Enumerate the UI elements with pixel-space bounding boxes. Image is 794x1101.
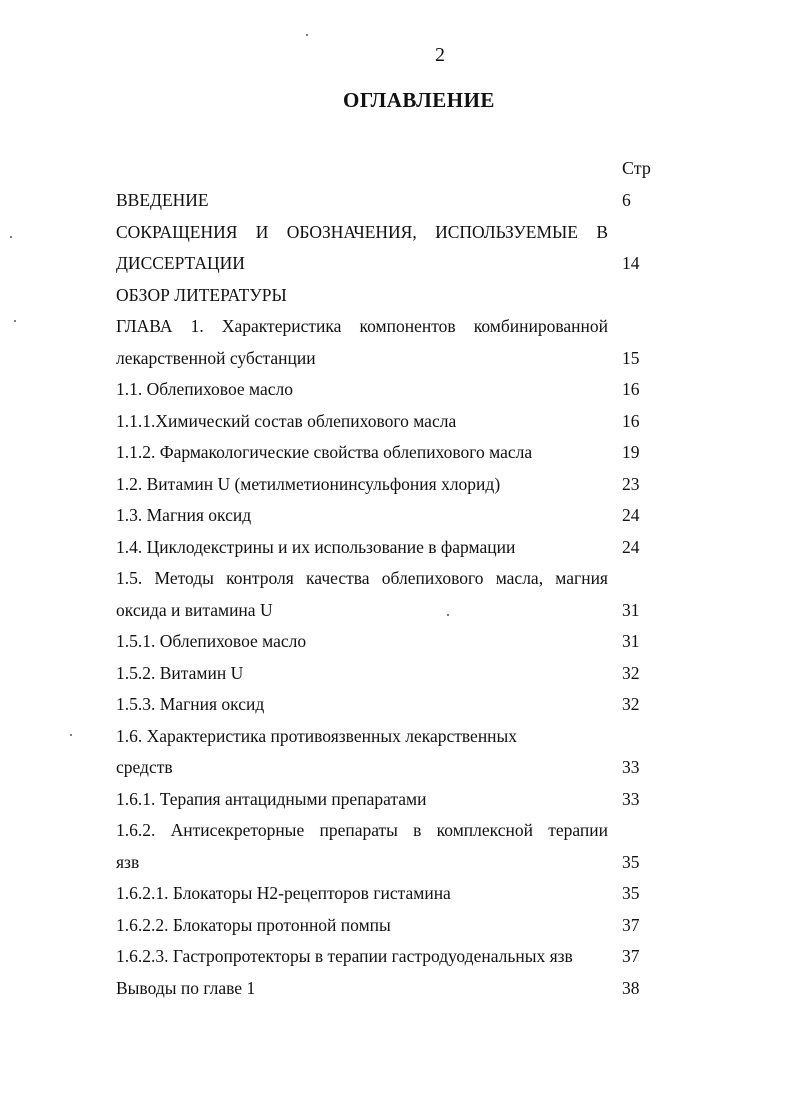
toc-entry xyxy=(116,721,656,753)
toc-entry xyxy=(116,847,656,879)
toc-entry xyxy=(116,563,656,595)
toc-entry xyxy=(116,469,656,501)
toc-entry-text: 1.2. Витамин U (метилметионинсульфония хлорид) xyxy=(116,473,501,494)
toc-entry-page: 15 xyxy=(622,347,640,368)
toc-entry-text: ВВЕДЕНИЕ xyxy=(116,190,209,210)
toc-entry-page: 24 xyxy=(622,505,640,525)
toc-entry xyxy=(116,311,656,343)
toc-entry-page: 19 xyxy=(622,442,640,462)
toc-entry-text: оксида и витамина U xyxy=(116,599,273,620)
scan-speck xyxy=(70,734,72,736)
toc-entry xyxy=(116,343,656,375)
toc-entry xyxy=(116,815,656,847)
toc-entry-page: 33 xyxy=(622,757,640,777)
toc-entry-page: 31 xyxy=(622,599,640,620)
toc-entry-text: ГЛАВА 1. Характеристика компонентов комбинированной xyxy=(116,316,608,336)
toc-entry-text: 1.3. Магния оксид xyxy=(116,505,252,525)
toc-entry xyxy=(116,752,656,784)
toc-entry xyxy=(116,248,656,280)
toc-entry xyxy=(116,941,656,973)
toc-entry xyxy=(116,973,656,1005)
toc-entry-text: 1.1.1.Химический состав облепихового масла xyxy=(116,410,457,431)
toc-entry-text: Выводы по главе 1 xyxy=(116,977,256,998)
toc-entry-page: 16 xyxy=(622,410,640,431)
toc-entry xyxy=(116,878,656,910)
scan-speck xyxy=(14,320,16,322)
scan-speck xyxy=(447,614,449,616)
toc-entry-text: 1.5.3. Магния оксид xyxy=(116,694,265,714)
toc-entry-page: 32 xyxy=(622,662,640,683)
toc-entry-text: язв xyxy=(116,851,140,872)
toc-entry-page: 35 xyxy=(622,883,640,903)
toc-entry xyxy=(116,626,656,658)
toc-entry-page: 23 xyxy=(622,473,640,494)
toc-entry-text: лекарственной субстанции xyxy=(116,347,316,368)
scan-speck xyxy=(10,236,12,238)
toc-entry-page: 31 xyxy=(622,631,640,651)
toc-entry-page: 32 xyxy=(622,694,640,714)
toc-entry xyxy=(116,689,656,721)
toc-entry-text: ДИССЕРТАЦИИ xyxy=(116,253,245,273)
toc-entry-page: 38 xyxy=(622,977,640,998)
toc-entry-page: 37 xyxy=(622,914,640,935)
toc-entry-page: 35 xyxy=(622,851,640,872)
toc-entry xyxy=(116,217,656,249)
toc-entry-text: 1.1. Облепиховое масло xyxy=(116,379,294,399)
toc-entry xyxy=(116,185,656,217)
toc-entry-text: 1.6. Характеристика противоязвенных лекарственных xyxy=(116,725,518,746)
toc-entry-text: ОБЗОР ЛИТЕРАТУРЫ xyxy=(116,284,287,305)
toc-entry-text: 1.1.2. Фармакологические свойства облепихового масла xyxy=(116,442,533,462)
toc-entry-page: 6 xyxy=(622,190,631,210)
toc-entry-text: 1.6.2.1. Блокаторы Н2-рецепторов гистамина xyxy=(116,883,451,903)
toc-entry-page: 24 xyxy=(622,536,640,557)
toc-entry xyxy=(116,280,656,312)
toc-entry-text: 1.5. Методы контроля качества облепихового масла, магния xyxy=(116,568,608,588)
page-title: ОГЛАВЛЕНИЕ xyxy=(343,88,495,112)
page-number: 2 xyxy=(435,44,445,66)
toc-entry-page: 14 xyxy=(622,253,640,273)
toc-entry xyxy=(116,595,656,627)
toc-entry xyxy=(116,532,656,564)
table-of-contents xyxy=(116,185,656,1004)
toc-entry xyxy=(116,500,656,532)
toc-entry-text: 1.6.2. Антисекреторные препараты в комплексной терапии xyxy=(116,820,608,840)
toc-entry-text: 1.4. Циклодекстрины и их использование в фармации xyxy=(116,536,516,557)
toc-entry xyxy=(116,784,656,816)
scan-speck xyxy=(306,34,308,36)
toc-entry-text: 1.6.2.2. Блокаторы протонной помпы xyxy=(116,914,391,935)
toc-entry xyxy=(116,910,656,942)
toc-entry-page: 16 xyxy=(622,379,640,399)
toc-entry xyxy=(116,437,656,469)
toc-entry-text: СОКРАЩЕНИЯ И ОБОЗНАЧЕНИЯ, ИСПОЛЬЗУЕМЫЕ В xyxy=(116,221,608,242)
toc-entry-text: 1.6.1. Терапия антацидными препаратами xyxy=(116,788,427,809)
toc-entry-page: 33 xyxy=(622,788,640,809)
toc-entry-text: 1.6.2.3. Гастропротекторы в терапии гастродуоденальных язв xyxy=(116,946,573,966)
toc-entry-text: 1.5.2. Витамин U xyxy=(116,662,244,683)
toc-entry-page: 37 xyxy=(622,946,640,966)
page-column-header: Стр xyxy=(622,158,651,178)
toc-entry xyxy=(116,658,656,690)
toc-entry-text: средств xyxy=(116,757,173,777)
toc-entry xyxy=(116,374,656,406)
toc-entry xyxy=(116,406,656,438)
toc-entry-text: 1.5.1. Облепиховое масло xyxy=(116,631,307,651)
